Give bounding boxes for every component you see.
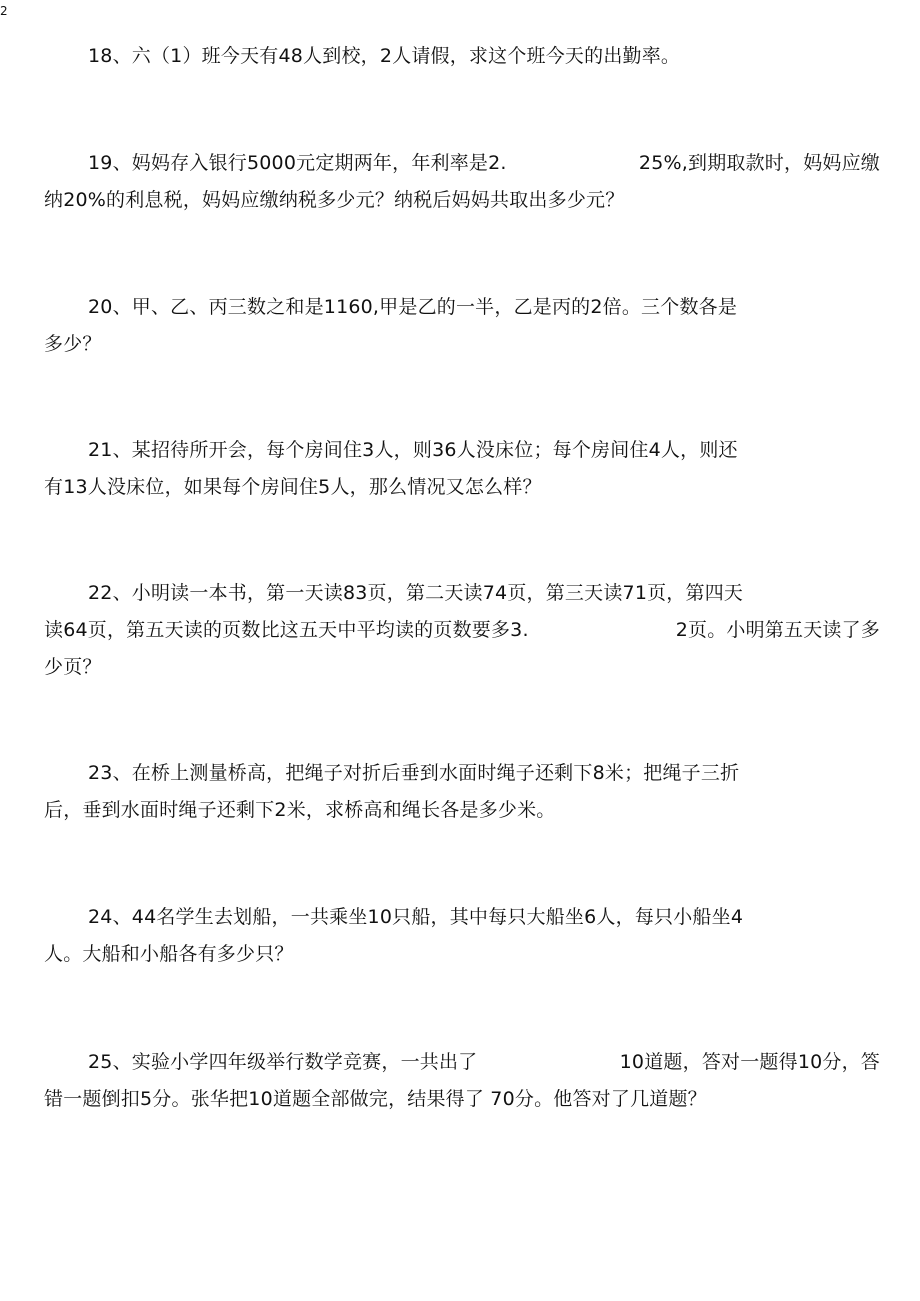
- problem-22: [44, 575, 880, 686]
- problem-19-line-1: [44, 145, 880, 182]
- problem-21: [44, 432, 880, 506]
- problem-20-line-1: 20、甲、乙、丙三数之和是1160,甲是乙的一半，乙是丙的2倍。三个数各是: [88, 296, 738, 318]
- problem-23-line-1: 23、在桥上测量桥高，把绳子对折后垂到水面时绳子还剩下8米；把绳子三折: [88, 762, 740, 784]
- problem-22-line-2-part-a: 读64页，第五天读的页数比这五天中平均读的页数要多3.: [44, 619, 529, 641]
- problem-25-line-1-part-a: 25、实验小学四年级举行数学竞赛，一共出了: [88, 1051, 478, 1073]
- problem-24-line-2: 人。大船和小船各有多少只？: [44, 943, 294, 965]
- problem-25: [44, 1044, 880, 1118]
- problem-23: [44, 755, 880, 829]
- problem-18-line-1: 18、六（1）班今天有48人到校，2人请假，求这个班今天的出勤率。: [88, 45, 681, 67]
- problem-20-line-2: 多少？: [44, 333, 102, 355]
- problem-19-line-2: 纳20%的利息税，妈妈应缴纳税多少元？纳税后妈妈共取出多少元？: [44, 189, 625, 211]
- problem-24-line-1: 24、44名学生去划船，一共乘坐10只船，其中每只大船坐6人，每只小船坐4: [88, 906, 744, 928]
- problem-25-line-2: 错一题倒扣5分。张华把10道题全部做完，结果得了 70分。他答对了几道题？: [44, 1088, 707, 1110]
- problem-19-line-1-part-a: 19、妈妈存入银行5000元定期两年，年利率是2.: [88, 152, 507, 174]
- problem-25-line-1: [44, 1044, 880, 1081]
- problem-23-line-2: 后，垂到水面时绳子还剩下2米，求桥高和绳长各是多少米。: [44, 799, 556, 821]
- problem-25-line-1-part-b: 10道题，答对一题得10分，答: [619, 1051, 880, 1073]
- problem-22-line-2: [44, 612, 880, 649]
- problem-19-line-1-part-b: 25%,到期取款时，妈妈应缴: [638, 152, 880, 174]
- page-number: 2: [0, 4, 8, 18]
- problem-20: [44, 289, 880, 363]
- problem-24: [44, 899, 880, 973]
- problem-19: [44, 145, 880, 219]
- problem-18: [44, 38, 880, 75]
- problem-22-line-1: 22、小明读一本书，第一天读83页，第二天读74页，第三天读71页，第四天: [88, 582, 744, 604]
- problem-22-line-3: 少页？: [44, 656, 102, 678]
- problem-21-line-1: 21、某招待所开会，每个房间住3人，则36人没床位；每个房间住4人，则还: [88, 439, 738, 461]
- problem-22-line-2-part-b: 2页。小明第五天读了多: [675, 619, 880, 641]
- problem-21-line-2: 有13人没床位，如果每个房间住5人，那么情况又怎么样？: [44, 476, 542, 498]
